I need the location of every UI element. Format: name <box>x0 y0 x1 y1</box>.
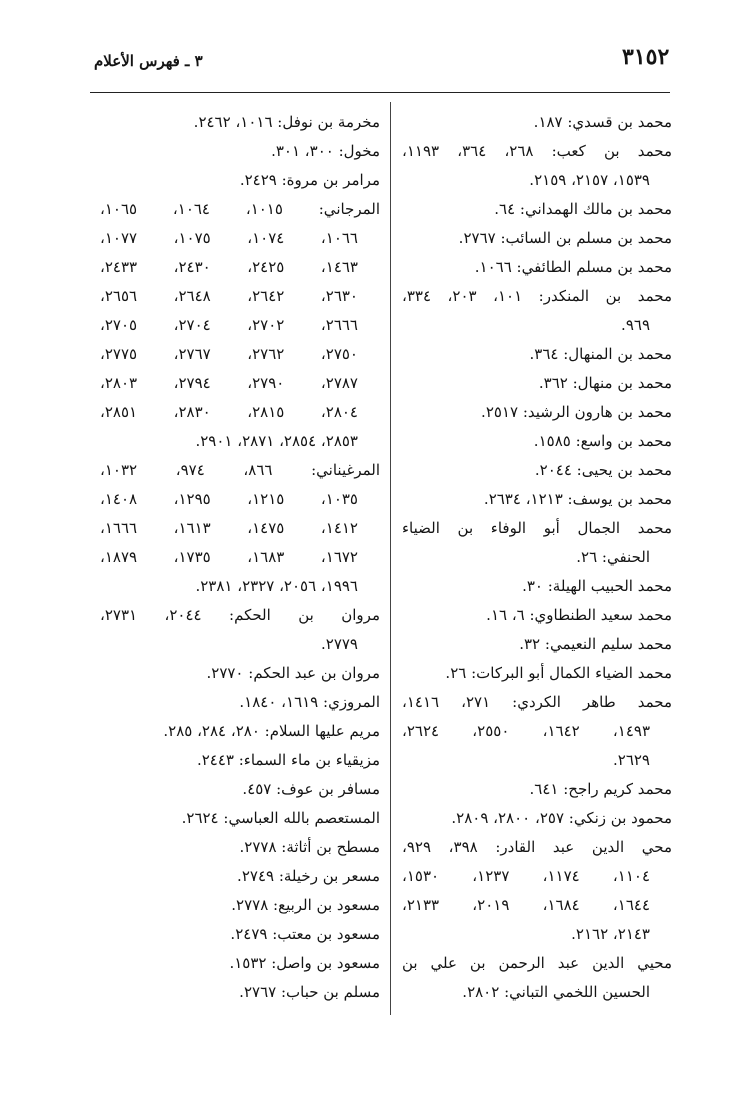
running-head: ٣ ـ فهرس الأعلام <box>94 52 203 70</box>
page-number: ٣١٥٢ <box>622 44 670 70</box>
index-entry-heading: مخرمة بن نوفل: ١٠١٦، ٢٤٦٢. <box>193 113 380 131</box>
index-entry <box>402 833 672 949</box>
index-entry-continuation: ٢٦٢٩. <box>612 751 650 769</box>
index-entry-heading: مروان بن الحكم: ٢٠٤٤، ٢٧٣١، <box>100 606 380 624</box>
index-entry <box>100 195 380 456</box>
index-entry-heading: محمود بن زنكي: ٢٥٧، ٢٨٠٠، ٢٨٠٩. <box>451 809 672 827</box>
index-entry-continuation: ٢١٤٣، ٢١٦٢. <box>571 925 650 943</box>
index-entry-heading: محمد الضياء الكمال أبو البركات: ٢٦. <box>445 664 672 682</box>
index-entry <box>402 108 672 137</box>
index-entry <box>100 688 380 717</box>
index-entry <box>100 601 380 659</box>
index-entry <box>402 195 672 224</box>
index-entry-heading: مرامر بن مروة: ٢٤٢٩. <box>239 171 380 189</box>
index-entry-continuation: ٢٧٥٠، ٢٧٦٢، ٢٧٦٧، ٢٧٧٥، <box>100 345 358 363</box>
index-entry-heading: مسعود بن واصل: ١٥٣٢. <box>229 954 380 972</box>
index-entry <box>402 456 672 485</box>
index-entry <box>402 253 672 282</box>
index-entry-heading: محمد كريم راجح: ٦٤١. <box>529 780 672 798</box>
index-entry <box>402 804 672 833</box>
index-entry <box>402 514 672 572</box>
index-entry-heading: مسلم بن حباب: ٢٧٦٧. <box>239 983 380 1001</box>
index-entry-heading: محمد بن مسلم الطائفي: ١٠٦٦. <box>474 258 672 276</box>
index-entry-continuation: ٢٧٨٧، ٢٧٩٠، ٢٧٩٤، ٢٨٠٣، <box>100 374 358 392</box>
index-entry-continuation: ٢٦٦٦، ٢٧٠٢، ٢٧٠٤، ٢٧٠٥، <box>100 316 358 334</box>
index-entry <box>402 398 672 427</box>
index-entry <box>100 833 380 862</box>
index-entry <box>100 949 380 978</box>
index-entry-heading: محيي الدين عبد الرحمن بن علي بن <box>402 954 672 972</box>
index-entry <box>100 166 380 195</box>
index-entry-continuation: ٢٨٥٣، ٢٨٥٤، ٢٨٧١، ٢٩٠١. <box>195 432 358 450</box>
index-entry-continuation: الحنفي: ٢٦. <box>576 548 650 566</box>
index-entry <box>402 601 672 630</box>
index-entry <box>100 862 380 891</box>
index-entry <box>100 456 380 601</box>
index-entry-continuation: ٢٧٧٩. <box>320 635 358 653</box>
index-entry-continuation: ١٤١٢، ١٤٧٥، ١٦١٣، ١٦٦٦، <box>100 519 358 537</box>
index-entry <box>402 630 672 659</box>
index-entry <box>402 775 672 804</box>
index-entry-heading: مسعود بن معتب: ٢٤٧٩. <box>230 925 380 943</box>
index-entry-heading: مخول: ٣٠٠، ٣٠١. <box>271 142 380 160</box>
index-entry-heading: محي الدين عبد القادر: ٣٩٨، ٩٢٩، <box>402 838 672 856</box>
index-entry-heading: محمد بن يحيى: ٢٠٤٤. <box>534 461 672 479</box>
index-entry-continuation: ١٥٣٩، ٢١٥٧، ٢١٥٩. <box>529 171 650 189</box>
index-entry-heading: مسافر بن عوف: ٤٥٧. <box>242 780 380 798</box>
index-entry-heading: المستعصم بالله العباسي: ٢٦٢٤. <box>181 809 380 827</box>
index-entry <box>100 137 380 166</box>
column-divider <box>390 102 391 1015</box>
index-entry <box>402 485 672 514</box>
index-entry-heading: محمد بن المنهال: ٣٦٤. <box>529 345 672 363</box>
index-entry-heading: محمد بن المنكدر: ١٠١، ٢٠٣، ٣٣٤، <box>402 287 673 305</box>
index-entry <box>100 108 380 137</box>
index-entry-continuation: ١٩٩٦، ٢٠٥٦، ٢٣٢٧، ٢٣٨١. <box>195 577 358 595</box>
index-entry-heading: مسعود بن الربيع: ٢٧٧٨. <box>231 896 380 914</box>
index-entry-continuation: ١٤٦٣، ٢٤٢٥، ٢٤٣٠، ٢٤٣٣، <box>100 258 358 276</box>
index-entry-heading: محمد بن هارون الرشيد: ٢٥١٧. <box>481 403 672 421</box>
index-entry <box>100 978 380 1007</box>
index-entry <box>402 340 672 369</box>
index-entry <box>402 949 672 1007</box>
index-column-left <box>100 108 380 1007</box>
index-entry <box>100 717 380 746</box>
index-entry-heading: محمد طاهر الكردي: ٢٧١، ١٤١٦، <box>402 693 672 711</box>
index-entry <box>402 688 672 775</box>
index-entry-continuation: الحسين اللخمي التباني: ٢٨٠٢. <box>462 983 650 1001</box>
index-entry-heading: محمد بن قسدي: ١٨٧. <box>533 113 672 131</box>
index-entry <box>402 572 672 601</box>
index-entry-continuation: ٢٦٣٠، ٢٦٤٢، ٢٦٤٨، ٢٦٥٦، <box>100 287 358 305</box>
index-entry-heading: محمد سعيد الطنطاوي: ٦، ١٦. <box>486 606 672 624</box>
index-entry-heading: محمد الحبيب الهيلة: ٣٠. <box>522 577 672 595</box>
index-entry <box>100 746 380 775</box>
index-entry-heading: محمد بن مالك الهمداني: ٦٤. <box>494 200 672 218</box>
index-entry-heading: مريم عليها السلام: ٢٨٠، ٢٨٤، ٢٨٥. <box>163 722 380 740</box>
index-entry <box>402 282 672 340</box>
header-rule <box>90 92 670 93</box>
index-entry-heading: محمد بن يوسف: ١٢١٣، ٢٦٣٤. <box>483 490 672 508</box>
index-entry-continuation: ١٠٦٦، ١٠٧٤، ١٠٧٥، ١٠٧٧، <box>100 229 358 247</box>
index-entry-heading: مسعر بن رخيلة: ٢٧٤٩. <box>237 867 380 885</box>
index-entry <box>100 920 380 949</box>
index-entry-heading: المرجاني: ١٠١٥، ١٠٦٤، ١٠٦٥، <box>100 200 381 218</box>
index-entry-heading: محمد سليم النعيمي: ٣٢. <box>519 635 672 653</box>
index-entry <box>402 427 672 456</box>
index-entry-continuation: ١٦٤٤، ١٦٨٤، ٢٠١٩، ٢١٣٣، <box>402 896 651 914</box>
index-entry <box>402 224 672 253</box>
index-entry <box>402 659 672 688</box>
index-entry-continuation: ١٦٧٢، ١٦٨٣، ١٧٣٥، ١٨٧٩، <box>100 548 358 566</box>
index-entry <box>402 369 672 398</box>
index-entry <box>100 775 380 804</box>
index-entry <box>100 804 380 833</box>
index-column-right <box>402 108 672 1007</box>
index-entry-heading: محمد الجمال أبو الوفاء بن الضياء <box>402 519 672 537</box>
index-entry <box>402 137 672 195</box>
index-entry-heading: المروزي: ١٦١٩، ١٨٤٠. <box>239 693 380 711</box>
index-entry-heading: المرغيناني: ٨٦٦، ٩٧٤، ١٠٣٢، <box>100 461 381 479</box>
index-entry-heading: محمد بن منهال: ٣٦٢. <box>538 374 672 392</box>
index-entry-continuation: ١١٠٤، ١١٧٤، ١٢٣٧، ١٥٣٠، <box>402 867 651 885</box>
index-entry-heading: محمد بن كعب: ٢٦٨، ٣٦٤، ١١٩٣، <box>402 142 672 160</box>
index-entry-heading: محمد بن مسلم بن السائب: ٢٧٦٧. <box>458 229 672 247</box>
index-entry-heading: مروان بن عبد الحكم: ٢٧٧٠. <box>206 664 380 682</box>
index-entry-continuation: ١٠٣٥، ١٢١٥، ١٢٩٥، ١٤٠٨، <box>100 490 358 508</box>
index-entry <box>100 891 380 920</box>
index-entry <box>100 659 380 688</box>
index-entry-heading: مزيقياء بن ماء السماء: ٢٤٤٣. <box>196 751 380 769</box>
index-entry-heading: محمد بن واسع: ١٥٨٥. <box>533 432 672 450</box>
index-entry-heading: مسطح بن أثاثة: ٢٧٧٨. <box>239 838 380 856</box>
index-entry-continuation: ٢٨٠٤، ٢٨١٥، ٢٨٣٠، ٢٨٥١، <box>100 403 358 421</box>
index-entry-continuation: ٩٦٩. <box>621 316 650 334</box>
index-entry-continuation: ١٤٩٣، ١٦٤٢، ٢٥٥٠، ٢٦٢٤، <box>402 722 651 740</box>
